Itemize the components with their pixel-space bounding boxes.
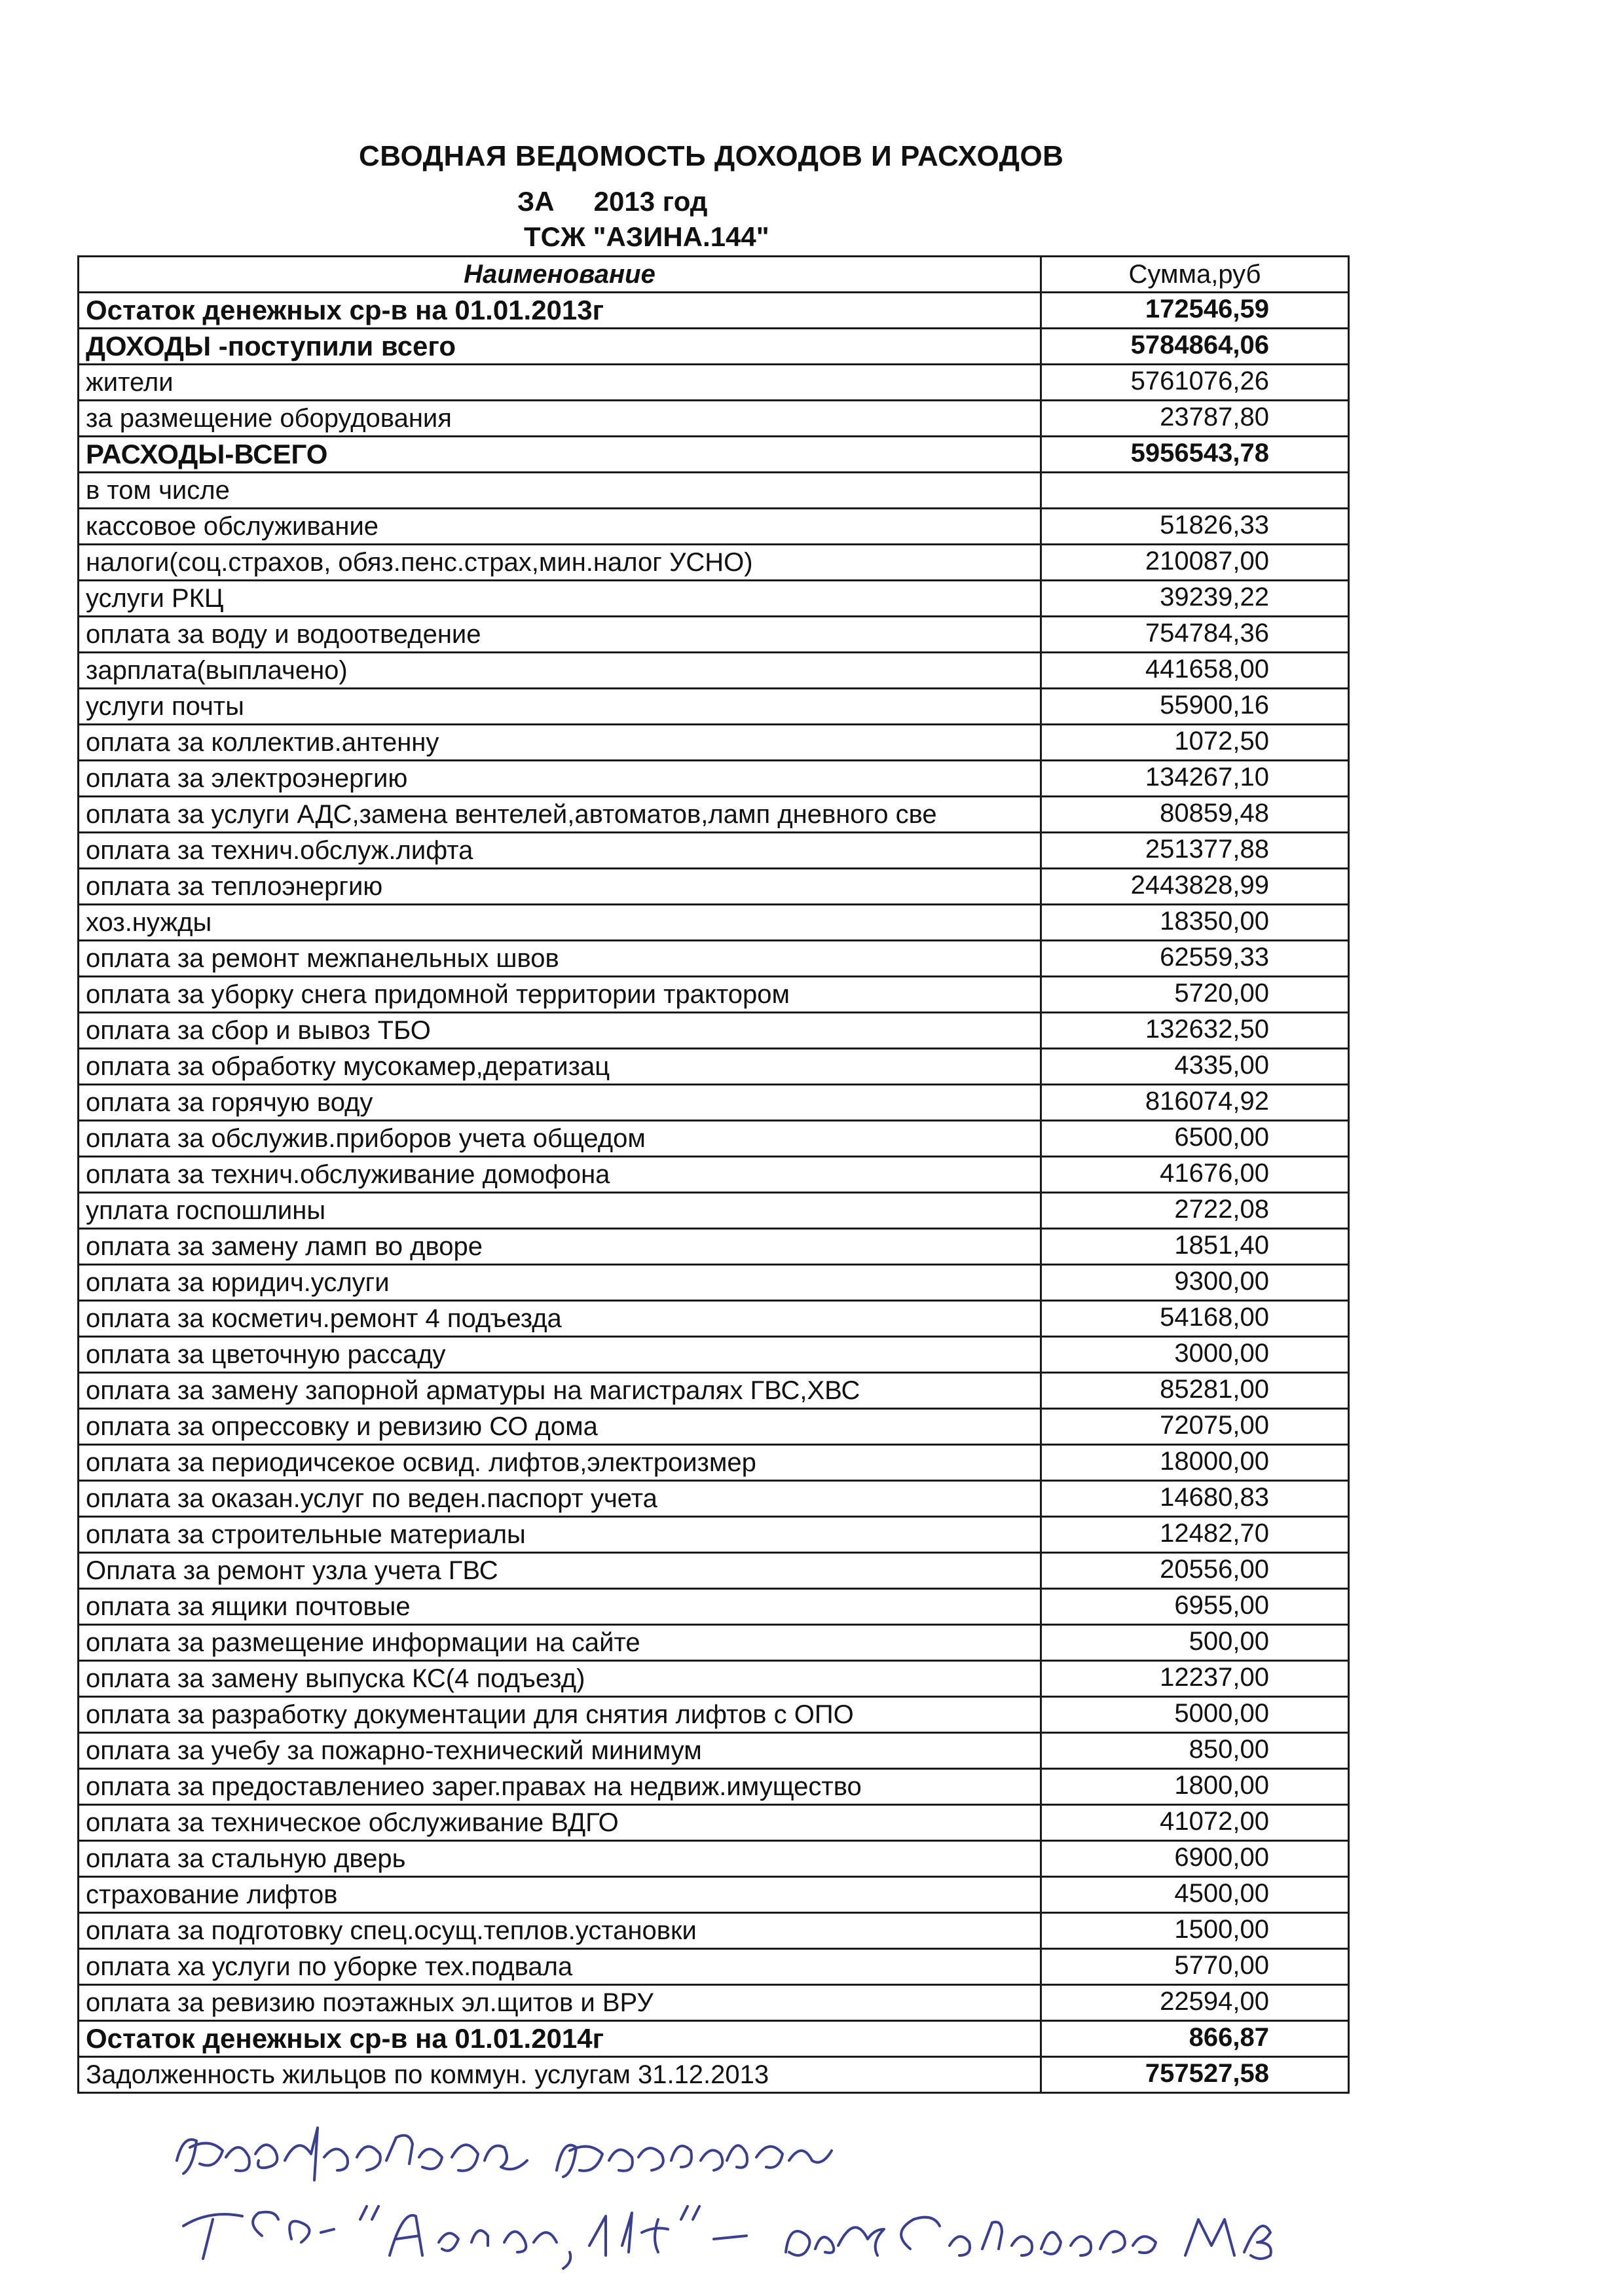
row-sum: 62559,33 — [1041, 941, 1349, 977]
row-name: Оплата за ремонт узла учета ГВС — [79, 1553, 1041, 1589]
row-name: оплата за разработку документации для снятия лифтов с ОПО — [79, 1697, 1041, 1733]
row-sum: 754784,36 — [1041, 617, 1349, 653]
row-name: жители — [79, 365, 1041, 401]
row-sum: 41676,00 — [1041, 1157, 1349, 1193]
table-row — [79, 1661, 1349, 1697]
signature-image — [164, 2121, 1572, 2278]
row-sum: 1072,50 — [1041, 725, 1349, 761]
table-row — [79, 725, 1349, 761]
row-sum: 5000,00 — [1041, 1697, 1349, 1733]
row-name: оплата за оказан.услуг по веден.паспорт учета — [79, 1481, 1041, 1517]
table-row — [79, 1985, 1349, 2021]
row-name: ДОХОДЫ -поступили всего — [79, 329, 1041, 365]
table-row — [79, 1049, 1349, 1085]
row-name: оплата за горячую воду — [79, 1085, 1041, 1121]
table-row — [79, 653, 1349, 689]
table-row — [79, 833, 1349, 869]
table-header-row — [79, 257, 1349, 293]
row-sum: 172546,59 — [1041, 293, 1349, 329]
row-sum: 51826,33 — [1041, 509, 1349, 545]
row-name: РАСХОДЫ-ВСЕГО — [79, 437, 1041, 473]
table-row — [79, 293, 1349, 329]
table-row — [79, 1733, 1349, 1769]
row-name: оплата за технич.обслуживание домофона — [79, 1157, 1041, 1193]
table-row — [79, 1841, 1349, 1877]
row-sum: 5720,00 — [1041, 977, 1349, 1013]
row-sum: 5956543,78 — [1041, 437, 1349, 473]
row-name: страхование лифтов — [79, 1877, 1041, 1913]
row-sum: 18000,00 — [1041, 1445, 1349, 1481]
table-row — [79, 1445, 1349, 1481]
table-row — [79, 869, 1349, 905]
table-row — [79, 1877, 1349, 1913]
table-row — [79, 1625, 1349, 1661]
row-sum: 72075,00 — [1041, 1409, 1349, 1445]
row-sum: 20556,00 — [1041, 1553, 1349, 1589]
row-sum: 54168,00 — [1041, 1301, 1349, 1337]
table-row — [79, 1157, 1349, 1193]
table-row — [79, 1949, 1349, 1985]
row-sum: 1851,40 — [1041, 1229, 1349, 1265]
organization-name: ТСЖ "АЗИНА.144" — [524, 221, 769, 252]
row-name: оплата за сбор и вывоз ТБО — [79, 1013, 1041, 1049]
table-row — [79, 761, 1349, 797]
row-sum: 22594,00 — [1041, 1985, 1349, 2021]
period-year: 2013 год — [593, 186, 708, 217]
row-name: оплата за подготовку спец.осущ.теплов.установки — [79, 1913, 1041, 1949]
row-name: Остаток денежных ср-в на 01.01.2013г — [79, 293, 1041, 329]
row-sum: 210087,00 — [1041, 545, 1349, 581]
table-row — [79, 329, 1349, 365]
row-sum: 23787,80 — [1041, 401, 1349, 437]
row-name: оплата за техническое обслуживание ВДГО — [79, 1805, 1041, 1841]
row-name: оплата за уборку снега придомной территории трактором — [79, 977, 1041, 1013]
row-name: оплата за обслужив.приборов учета общедом — [79, 1121, 1041, 1157]
table-body — [79, 293, 1349, 2093]
table-row — [79, 1265, 1349, 1301]
table-row — [79, 617, 1349, 653]
table-row — [79, 1301, 1349, 1337]
table-row — [79, 1805, 1349, 1841]
row-name: оплата за ящики почтовые — [79, 1589, 1041, 1625]
row-name: кассовое обслуживание — [79, 509, 1041, 545]
row-sum: 1500,00 — [1041, 1913, 1349, 1949]
row-sum: 55900,16 — [1041, 689, 1349, 725]
row-name: оплата за технич.обслуж.лифта — [79, 833, 1041, 869]
row-name: оплата за размещение информации на сайте — [79, 1625, 1041, 1661]
row-name: оплата за периодичсекое освид. лифтов,электроизмер — [79, 1445, 1041, 1481]
document-period — [517, 186, 707, 217]
row-name: оплата за замену запорной арматуры на магистралях ГВС,ХВС — [79, 1373, 1041, 1409]
row-name: налоги(соц.страхов, обяз.пенс.страх,мин.налог УСНО) — [79, 545, 1041, 581]
row-sum: 2443828,99 — [1041, 869, 1349, 905]
income-expense-table — [77, 255, 1350, 2094]
row-sum: 18350,00 — [1041, 905, 1349, 941]
row-name: оплата за стальную дверь — [79, 1841, 1041, 1877]
row-name: оплата за замену ламп во дворе — [79, 1229, 1041, 1265]
row-sum: 757527,58 — [1041, 2057, 1349, 2093]
table-row — [79, 1517, 1349, 1553]
table-row — [79, 1769, 1349, 1805]
column-header-sum: Сумма,руб — [1041, 257, 1349, 293]
row-name: Остаток денежных ср-в на 01.01.2014г — [79, 2021, 1041, 2057]
table-row — [79, 1913, 1349, 1949]
table-row — [79, 2057, 1349, 2093]
table-row — [79, 1553, 1349, 1589]
row-name: оплата ха услуги по уборке тех.подвала — [79, 1949, 1041, 1985]
row-name: оплата за опрессовку и ревизию СО дома — [79, 1409, 1041, 1445]
table-row — [79, 473, 1349, 509]
row-sum: 3000,00 — [1041, 1337, 1349, 1373]
table-row — [79, 1589, 1349, 1625]
row-sum: 4335,00 — [1041, 1049, 1349, 1085]
table-row — [79, 1121, 1349, 1157]
row-name: оплата за теплоэнергию — [79, 869, 1041, 905]
row-sum: 85281,00 — [1041, 1373, 1349, 1409]
row-name: оплата за строительные материалы — [79, 1517, 1041, 1553]
row-sum: 12482,70 — [1041, 1517, 1349, 1553]
row-sum: 39239,22 — [1041, 581, 1349, 617]
table-row — [79, 689, 1349, 725]
table-row — [79, 1373, 1349, 1409]
row-name: за размещение оборудования — [79, 401, 1041, 437]
row-sum: 9300,00 — [1041, 1265, 1349, 1301]
row-name: оплата за ревизию поэтажных эл.щитов и ВРУ — [79, 1985, 1041, 2021]
table-row — [79, 2021, 1349, 2057]
table-row — [79, 1337, 1349, 1373]
row-name: оплата за предоставлениео зарег.правах на недвиж.имущество — [79, 1769, 1041, 1805]
table-row — [79, 509, 1349, 545]
row-name: оплата за воду и водоотведение — [79, 617, 1041, 653]
row-name: хоз.нужды — [79, 905, 1041, 941]
row-name: оплата за юридич.услуги — [79, 1265, 1041, 1301]
row-sum: 6900,00 — [1041, 1841, 1349, 1877]
table-row — [79, 437, 1349, 473]
column-header-name: Наименование — [79, 257, 1041, 293]
row-sum: 6500,00 — [1041, 1121, 1349, 1157]
table-row — [79, 545, 1349, 581]
row-sum: 850,00 — [1041, 1733, 1349, 1769]
row-name: услуги почты — [79, 689, 1041, 725]
row-name: оплата за ремонт межпанельных швов — [79, 941, 1041, 977]
row-sum: 12237,00 — [1041, 1661, 1349, 1697]
table-row — [79, 365, 1349, 401]
row-sum: 5784864,06 — [1041, 329, 1349, 365]
row-sum: 441658,00 — [1041, 653, 1349, 689]
row-sum: 816074,92 — [1041, 1085, 1349, 1121]
row-sum — [1041, 473, 1349, 509]
table-row — [79, 1085, 1349, 1121]
row-sum: 866,87 — [1041, 2021, 1349, 2057]
row-sum: 5761076,26 — [1041, 365, 1349, 401]
table-row — [79, 1229, 1349, 1265]
table-row — [79, 797, 1349, 833]
row-sum: 80859,48 — [1041, 797, 1349, 833]
table-row — [79, 1481, 1349, 1517]
table-row — [79, 977, 1349, 1013]
row-name: оплата за услуги АДС,замена вентелей,автоматов,ламп дневного све — [79, 797, 1041, 833]
row-name: оплата за учебу за пожарно-технический минимум — [79, 1733, 1041, 1769]
row-sum: 251377,88 — [1041, 833, 1349, 869]
row-name: услуги РКЦ — [79, 581, 1041, 617]
row-name: оплата за электроэнергию — [79, 761, 1041, 797]
row-name: зарплата(выплачено) — [79, 653, 1041, 689]
table-row — [79, 1013, 1349, 1049]
row-sum: 6955,00 — [1041, 1589, 1349, 1625]
row-name: оплата за обработку мусокамер,дератизац — [79, 1049, 1041, 1085]
row-sum: 5770,00 — [1041, 1949, 1349, 1985]
table-row — [79, 401, 1349, 437]
table-row — [79, 941, 1349, 977]
row-sum: 4500,00 — [1041, 1877, 1349, 1913]
row-sum: 41072,00 — [1041, 1805, 1349, 1841]
table-row — [79, 1193, 1349, 1229]
document-title: СВОДНАЯ ВЕДОМОСТЬ ДОХОДОВ И РАСХОДОВ — [359, 140, 1064, 172]
row-name: оплата за цветочную рассаду — [79, 1337, 1041, 1373]
table-row — [79, 1409, 1349, 1445]
row-sum: 132632,50 — [1041, 1013, 1349, 1049]
row-name: оплата за косметич.ремонт 4 подъезда — [79, 1301, 1041, 1337]
handwritten-signature — [164, 2121, 1572, 2278]
row-name: оплата за коллектив.антенну — [79, 725, 1041, 761]
row-name: в том числе — [79, 473, 1041, 509]
row-name: Задолженность жильцов по коммун. услугам 31.12.2013 — [79, 2057, 1041, 2093]
table-row — [79, 581, 1349, 617]
row-name: уплата госпошлины — [79, 1193, 1041, 1229]
period-prefix: ЗА — [517, 186, 555, 217]
row-sum: 134267,10 — [1041, 761, 1349, 797]
table-row — [79, 905, 1349, 941]
row-name: оплата за замену выпуска КС(4 подъезд) — [79, 1661, 1041, 1697]
row-sum: 500,00 — [1041, 1625, 1349, 1661]
row-sum: 1800,00 — [1041, 1769, 1349, 1805]
row-sum: 14680,83 — [1041, 1481, 1349, 1517]
table-row — [79, 1697, 1349, 1733]
row-sum: 2722,08 — [1041, 1193, 1349, 1229]
